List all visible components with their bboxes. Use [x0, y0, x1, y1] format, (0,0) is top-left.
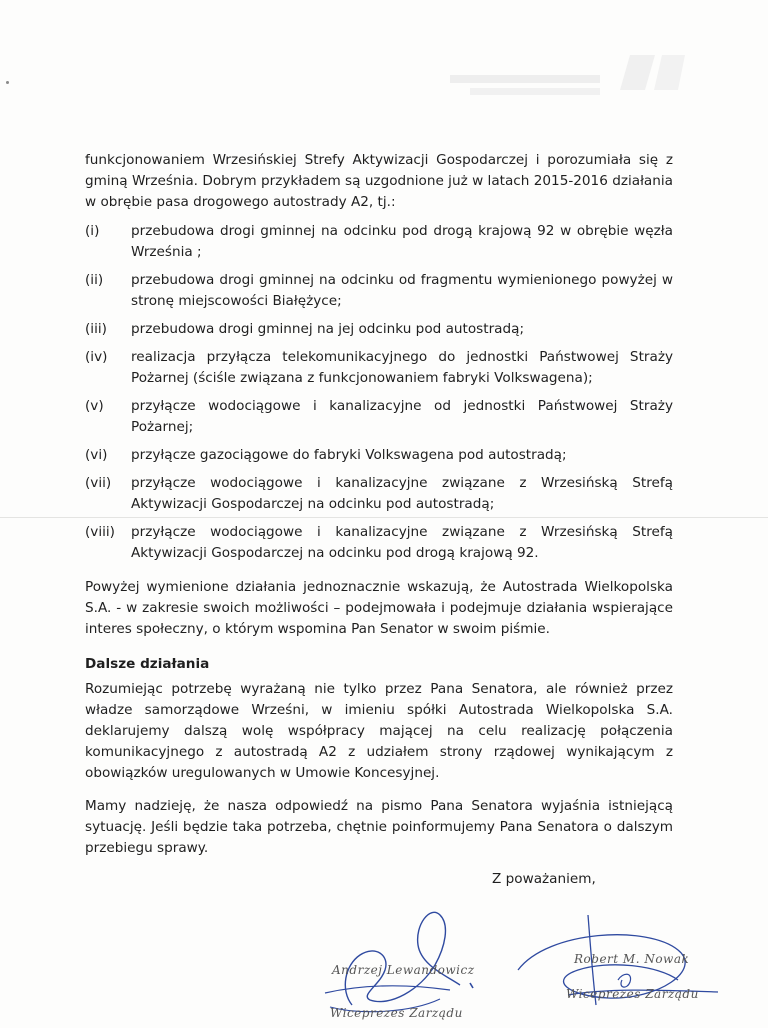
list-item-text: przyłącze wodociągowe i kanalizacyjne związane z Wrzesińską Strefą Aktywizacji Gospodarczej na odcinku pod drogą krajową 92.: [131, 524, 673, 561]
list-item-text: przyłącze wodociągowe i kanalizacyjne od jednostki Państwowej Straży Pożarnej;: [131, 398, 673, 435]
signatory-name: Robert M. Nowak: [574, 952, 690, 966]
list-item-number: (iii): [85, 321, 107, 337]
list-item: [85, 347, 673, 389]
signatory-role: Wiceprezes Zarządu: [566, 987, 699, 1001]
list-item-text: realizacja przyłącza telekomunikacyjnego do jednostki Państwowej Straży Pożarnej (ściśle związana z funkcjonowaniem fabryki Volkswagena);: [131, 349, 673, 386]
list-item-number: (vi): [85, 447, 108, 463]
list-item-number: (v): [85, 398, 104, 414]
list-item: [85, 319, 673, 340]
list-item-text: przebudowa drogi gminnej na jej odcinku pod autostradą;: [131, 321, 525, 337]
closing-salutation: Z poważaniem,: [492, 871, 596, 887]
list-item-number: (viii): [85, 524, 115, 540]
list-item: [85, 522, 673, 564]
list-item-number: (iv): [85, 349, 108, 365]
closing-paragraph: Mamy nadzieję, że nasza odpowiedź na pismo Pana Senatora wyjaśnia istniejącą sytuację. Jeśli będzie taka potrzeba, chętnie poinformujemy Pana Senatora o dalszym przebiegu sprawy.: [85, 798, 673, 856]
list-item-number: (vii): [85, 475, 112, 491]
bleed-through-logo: [440, 50, 740, 110]
section-heading: Dalsze działania: [85, 656, 210, 672]
letter-body: [85, 150, 673, 859]
signatory-role: Wiceprezes Zarządu: [330, 1006, 463, 1020]
actions-list: [85, 221, 673, 564]
intro-paragraph: funkcjonowaniem Wrzesińskiej Strefy Aktywizacji Gospodarczej i porozumiała się z gminą Września. Dobrym przykładem są uzgodnione już w latach 2015-2016 działania w obrębie pasa drogowego autostrady A2, tj.:: [85, 152, 673, 210]
list-item: [85, 270, 673, 312]
list-item-text: przyłącze gazociągowe do fabryki Volkswagena pod autostradą;: [131, 447, 567, 463]
handwritten-signature-right: [508, 910, 738, 1024]
list-item: [85, 221, 673, 263]
list-item-number: (ii): [85, 272, 104, 288]
list-item-number: (i): [85, 223, 100, 239]
signatory-name: Andrzej Lewandowicz: [332, 963, 475, 977]
paper-speck: [6, 81, 9, 84]
signature-block-left: [300, 895, 500, 1024]
list-item-text: przebudowa drogi gminnej na odcinku od fragmentu wymienionego powyżej w stronę miejscowości Białężyce;: [131, 272, 673, 309]
cooperation-paragraph: Rozumiejąc potrzebę wyrażaną nie tylko przez Pana Senatora, ale również przez władze samorządowe Wrześni, w imieniu spółki Autostrada Wielkopolska S.A. deklarujemy dalszą wolę współpracy mającej na celu realizację połączenia komunikacyjnego z autostradą A2 z udziałem strony rządowej wynikającym z obowiązków uregulowanych w Umowie Koncesyjnej.: [85, 681, 673, 781]
handwritten-signature-left: [300, 895, 500, 1024]
list-item-text: przyłącze wodociągowe i kanalizacyjne związane z Wrzesińską Strefą Aktywizacji Gospodarczej na odcinku pod autostradą;: [131, 475, 673, 512]
list-item: [85, 473, 673, 515]
summary-paragraph: Powyżej wymienione działania jednoznacznie wskazują, że Autostrada Wielkopolska S.A. - w zakresie swoich możliwości – podejmowała i podejmuje działania wspierające interes społeczny, o którym wspomina Pan Senator w swoim piśmie.: [85, 579, 673, 637]
list-item-text: przebudowa drogi gminnej na odcinku pod drogą krajową 92 w obrębie węzła Września ;: [131, 223, 673, 260]
list-item: [85, 396, 673, 438]
list-item: [85, 445, 673, 466]
signature-block-right: [508, 910, 738, 1024]
